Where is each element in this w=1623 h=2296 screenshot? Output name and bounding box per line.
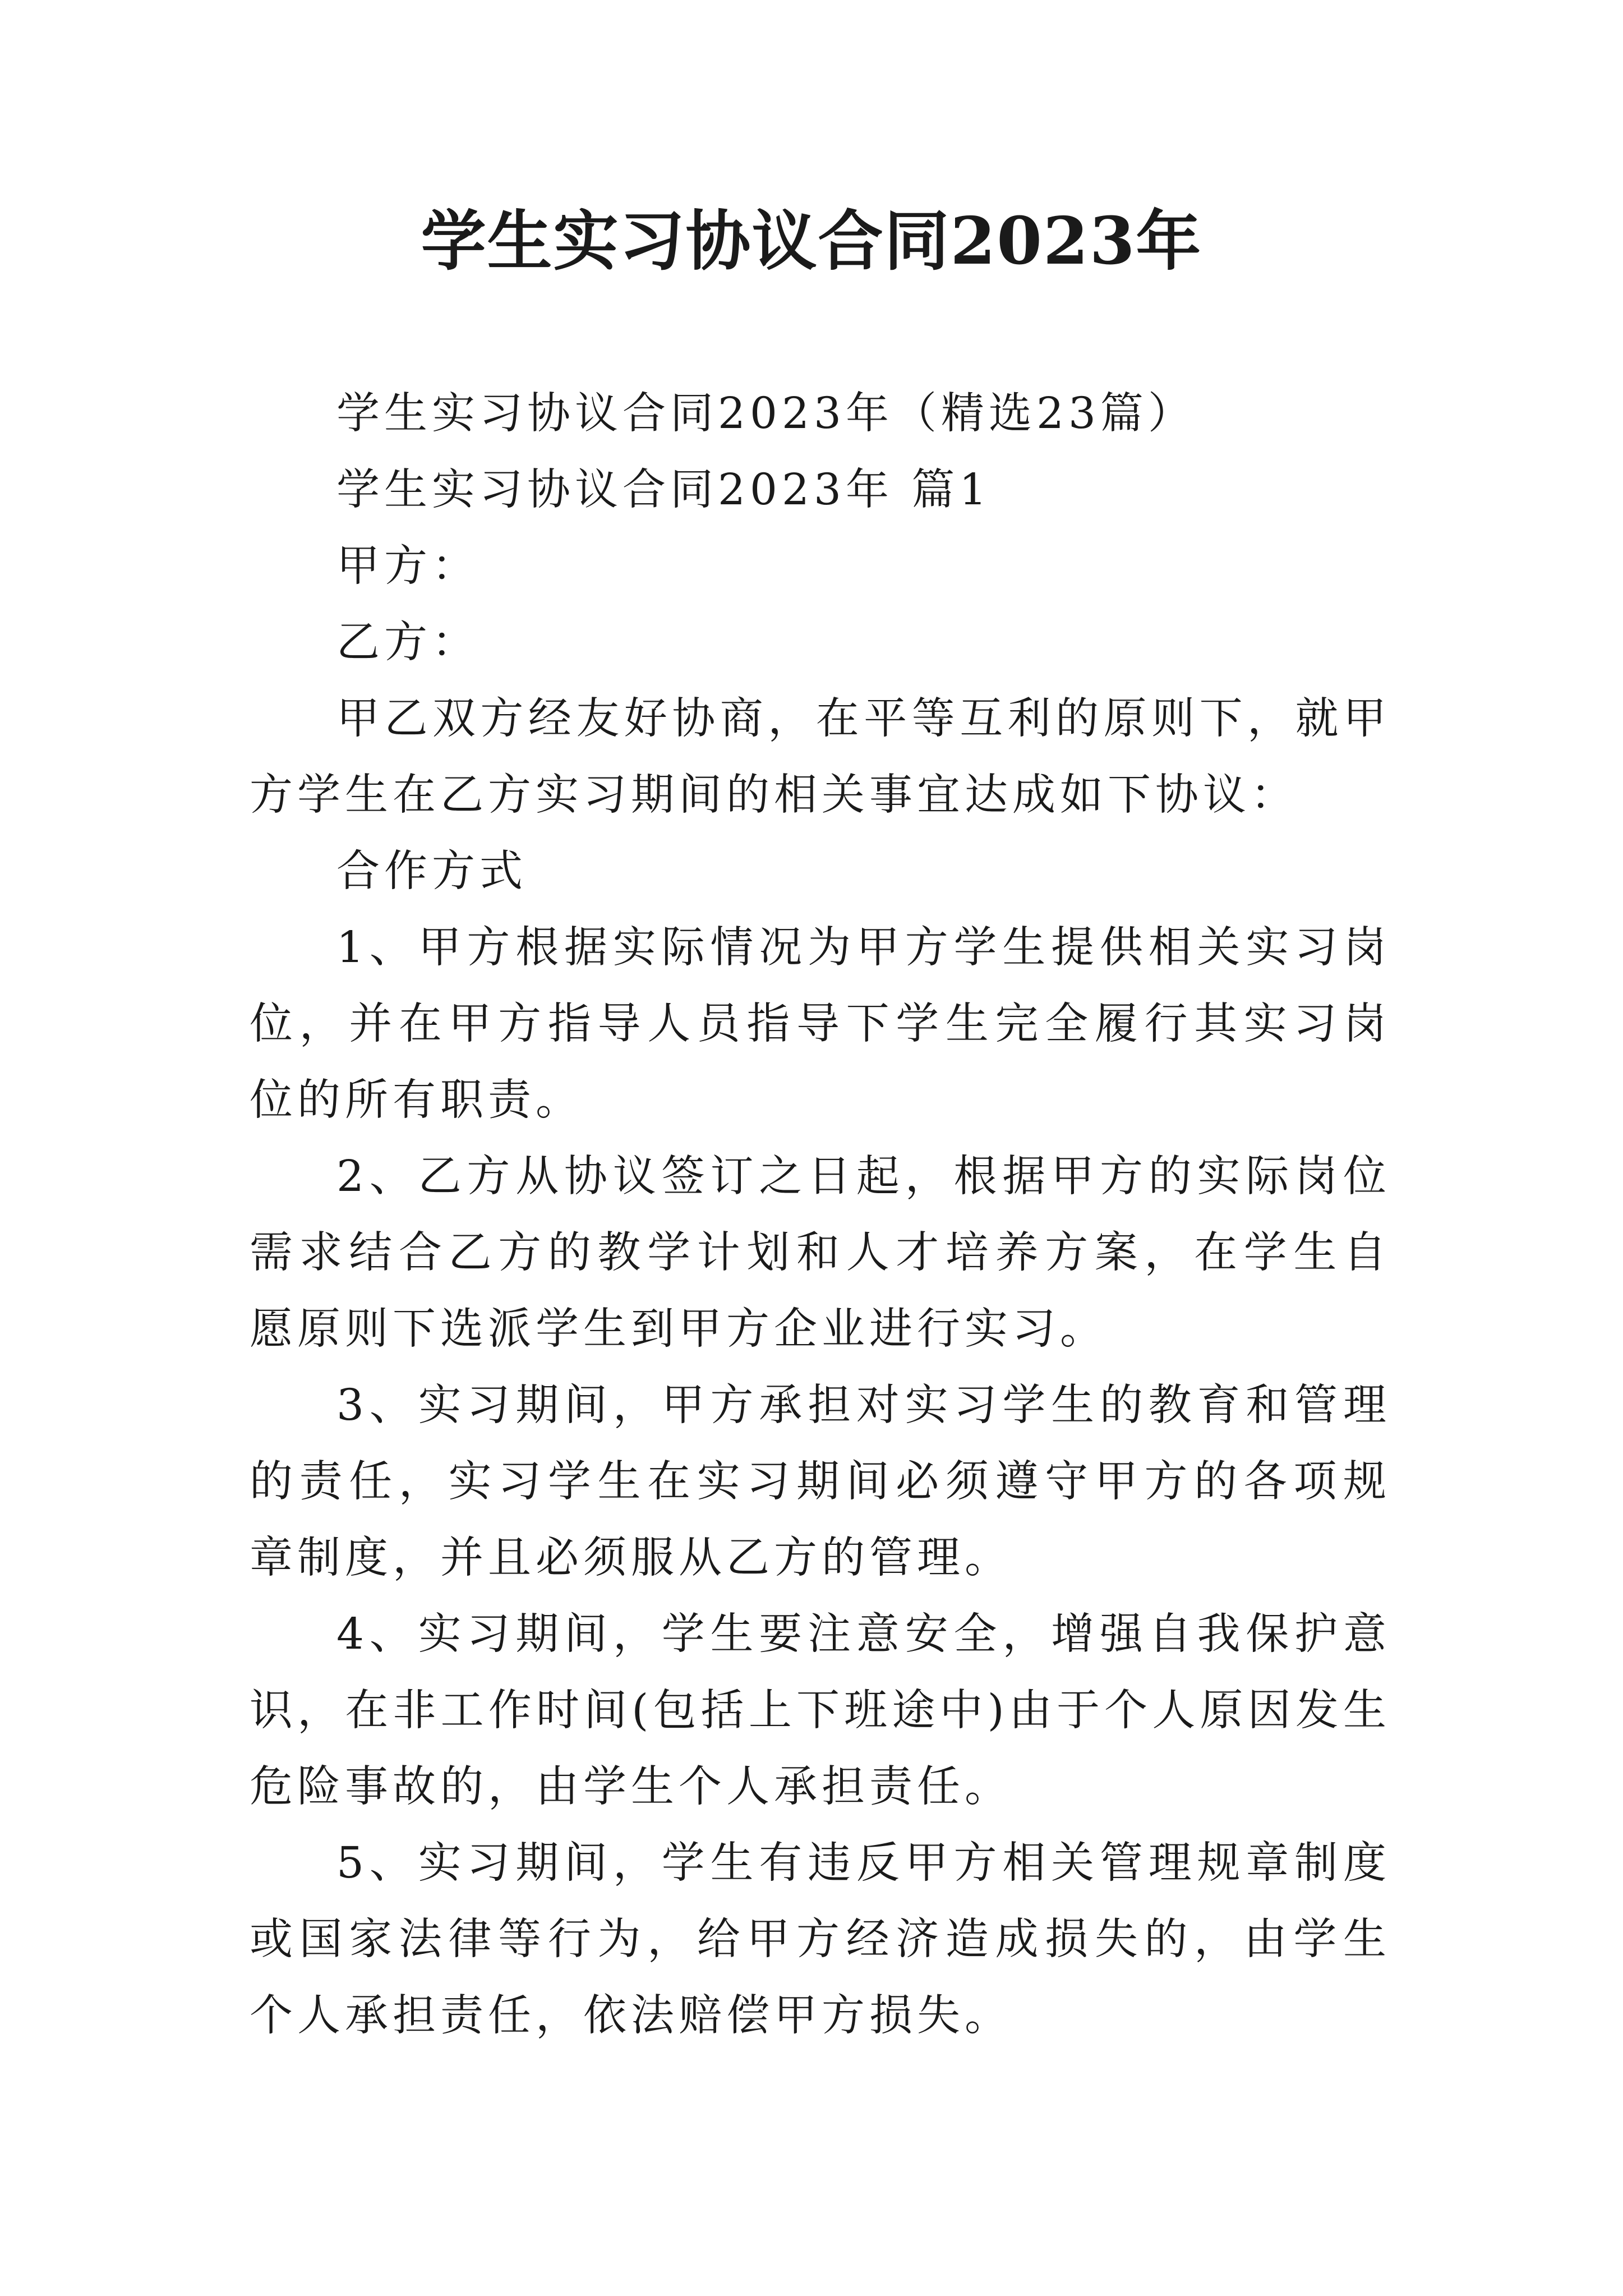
paragraph-clause-5: 5、实习期间，学生有违反甲方相关管理规章制度或国家法律等行为，给甲方经济造成损失的，由学生个人承担责任，依法赔偿甲方损失。 <box>250 1838 1391 2041</box>
paragraph-subtitle: 学生实习协议合同2023年（精选23篇） <box>336 389 1196 439</box>
paragraph-party-b: 乙方： <box>336 618 479 668</box>
paragraph-cooperation-heading: 合作方式 <box>336 846 527 896</box>
document-title: 学生实习协议合同2023年 <box>421 203 1202 279</box>
paragraph-preamble: 甲乙双方经友好协商，在平等互利的原则下，就甲方学生在乙方实习期间的相关事宜达成如下协议： <box>250 694 1391 820</box>
paragraph-section-heading: 学生实习协议合同2023年 篇1 <box>336 465 992 515</box>
paragraph-clause-1: 1、甲方根据实际情况为甲方学生提供相关实习岗位，并在甲方指导人员指导下学生完全履行其实习岗位的所有职责。 <box>250 923 1391 1125</box>
paragraph-party-a: 甲方： <box>336 541 479 591</box>
paragraph-clause-3: 3、实习期间，甲方承担对实习学生的教育和管理的责任，实习学生在实习期间必须遵守甲方的各项规章制度，并且必须服从乙方的管理。 <box>250 1381 1391 1583</box>
paragraph-clause-2: 2、乙方从协议签订之日起，根据甲方的实际岗位需求结合乙方的教学计划和人才培养方案，在学生自愿原则下选派学生到甲方企业进行实习。 <box>250 1152 1391 1354</box>
document-body <box>250 376 1391 2054</box>
paragraph-clause-4: 4、实习期间，学生要注意安全，增强自我保护意识，在非工作时间(包括上下班途中)由于个人原因发生危险事故的，由学生个人承担责任。 <box>250 1609 1391 1812</box>
